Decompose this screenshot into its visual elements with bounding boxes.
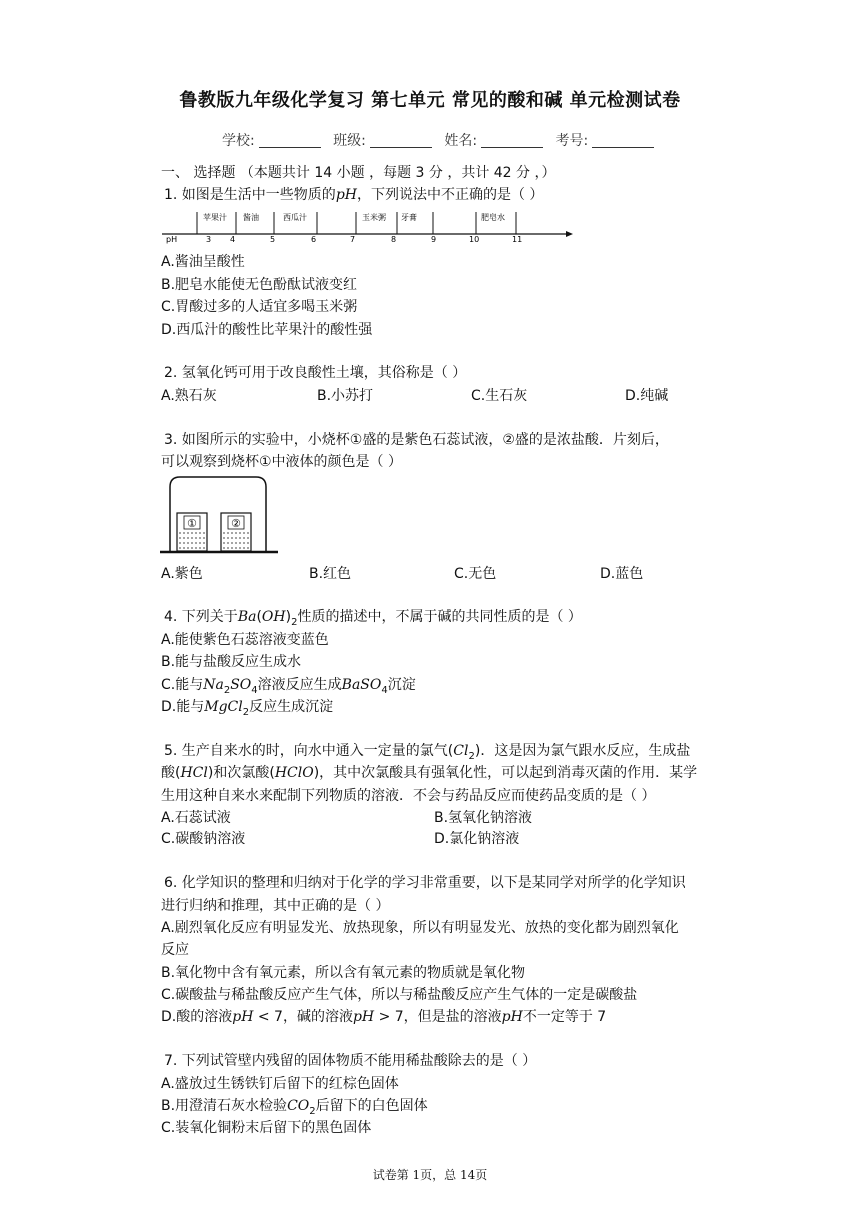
q5-options-row-1 xyxy=(161,807,532,827)
ph-tick-10: 10 xyxy=(469,235,480,244)
name-label: 姓名: xyxy=(444,133,478,149)
q2-option-a: A.熟石灰 xyxy=(161,388,217,404)
ph-tick-5: 5 xyxy=(270,235,276,244)
q3-option-b: B.红色 xyxy=(309,566,352,582)
q6-option-a-line-2: 反应 xyxy=(161,942,189,958)
q1-option-d: D.西瓜汁的酸性比苹果汁的酸性强 xyxy=(161,322,373,338)
question-3-line-1: 3. 如图所示的实验中，小烧杯①盛的是紫色石蕊试液，②盛的是浓盐酸．片刻后， xyxy=(164,432,669,448)
question-6-line-2: 进行归纳和推理，其中正确的是（ ） xyxy=(161,898,390,914)
q3-options xyxy=(161,563,643,583)
name-blank xyxy=(481,133,543,148)
ph-axis-label: pH xyxy=(166,235,178,244)
page-footer: 试卷第 1页，总 14页 xyxy=(372,1168,488,1182)
question-5-line-2: 酸(HCl)和次氯酸(HClO)，其中次氯酸具有强氧化性，可以起到消毒灭菌的作用．某学 xyxy=(161,765,698,781)
ph-tick-8: 8 xyxy=(391,235,397,244)
question-2-stem: 2. 氢氧化钙可用于改良酸性土壤，其俗称是（ ） xyxy=(164,365,467,381)
class-label: 班级: xyxy=(333,133,366,149)
ph-tick-11: 11 xyxy=(512,235,523,244)
ph-scale-figure xyxy=(160,206,576,244)
q6-option-b: B.氧化物中含有氧元素，所以含有氧元素的物质就是氧化物 xyxy=(161,965,526,981)
q5-options-row-2 xyxy=(161,828,519,848)
q7-option-c: C.装氧化铜粉末后留下的黑色固体 xyxy=(161,1120,372,1136)
q5-option-a: A.石蕊试液 xyxy=(161,810,231,826)
q4-option-b: B.能与盐酸反应生成水 xyxy=(161,654,302,670)
q1-option-a: A.酱油呈酸性 xyxy=(161,254,245,270)
question-4-stem: 4. 下列关于$Ba(OH)_2$性质的描述中，不属于碱的共同性质的是（ ） xyxy=(164,609,582,628)
beaker-1-label: ① xyxy=(187,517,197,530)
ph-item-corn-porridge: 玉米粥 xyxy=(362,213,386,222)
q2-options xyxy=(161,385,668,405)
ph-tick-7: 7 xyxy=(350,235,356,244)
question-5-line-1: 5. 生产自来水的时，向水中通入一定量的氯气$(Cl_2)$．这是因为氯气跟水反应，生成盐 xyxy=(164,743,691,762)
beaker-experiment-figure xyxy=(160,473,280,557)
class-blank xyxy=(370,133,432,148)
q2-option-c: C.生石灰 xyxy=(471,388,528,404)
page-title: 鲁教版九年级化学复习 第七单元 常见的酸和碱 单元检测试卷 xyxy=(179,90,681,111)
exam-no-blank xyxy=(592,133,654,148)
section-heading: 一、 选择题 （本题共计 14 小题 ，每题 3 分 ，共计 42 分 ，） xyxy=(161,165,556,181)
q5-option-c: C.碳酸钠溶液 xyxy=(161,831,246,847)
ph-item-soap-water: 肥皂水 xyxy=(481,213,505,222)
q3-option-a: A.紫色 xyxy=(161,566,203,582)
q6-option-a-line-1: A.剧烈氧化反应有明显发光、放热现象，所以有明显发光、放热的变化都为剧烈氧化 xyxy=(161,920,679,936)
q2-option-b: B.小苏打 xyxy=(317,388,374,404)
q5-option-d: D.氯化钠溶液 xyxy=(434,831,520,847)
q7-option-b: B.用澄清石灰水检验$CO_2$后留下的白色固体 xyxy=(161,1098,428,1117)
q3-option-c: C.无色 xyxy=(454,566,497,582)
q1-option-c: C.胃酸过多的人适宜多喝玉米粥 xyxy=(161,299,358,315)
question-5-line-3: 生用这种自来水来配制下列物质的溶液．不会与药品反应而使药品变质的是（ ） xyxy=(161,788,656,804)
ph-tick-3: 3 xyxy=(206,235,212,244)
q2-option-d: D.纯碱 xyxy=(625,388,669,404)
ph-tick-6: 6 xyxy=(311,235,317,244)
q4-option-d: D.能与MgCl$_2$反应生成沉淀 xyxy=(161,699,334,718)
question-1-stem: 1. 如图是生活中一些物质的pH，下列说法中不正确的是（ ） xyxy=(164,187,544,203)
school-blank xyxy=(259,133,321,148)
beaker-2-label: ② xyxy=(231,517,241,530)
ph-item-apple-juice: 苹果汁 xyxy=(203,213,227,222)
question-6-line-1: 6. 化学知识的整理和归纳对于化学的学习非常重要，以下是某同学对所学的化学知识 xyxy=(164,875,686,891)
q6-option-d: D.酸的溶液pH < 7，碱的溶液pH > 7，但是盐的溶液pH不一定等于 7 xyxy=(161,1009,607,1025)
question-7-stem: 7. 下列试管壁内残留的固体物质不能用稀盐酸除去的是（ ） xyxy=(164,1053,537,1069)
ph-item-toothpaste: 牙膏 xyxy=(401,213,417,222)
ph-tick-9: 9 xyxy=(431,235,437,244)
q6-option-c: C.碳酸盐与稀盐酸反应产生气体，所以与稀盐酸反应产生气体的一定是碳酸盐 xyxy=(161,987,638,1003)
q5-option-b: B.氢氧化钠溶液 xyxy=(434,810,533,826)
q4-option-c: C.能与$Na_2SO_4$溶液反应生成BaSO$_4$沉淀 xyxy=(161,677,416,696)
ph-item-soy-sauce: 酱油 xyxy=(243,213,259,222)
school-label: 学校: xyxy=(222,133,255,149)
ph-tick-4: 4 xyxy=(230,235,236,244)
q4-option-a: A.能使紫色石蕊溶液变蓝色 xyxy=(161,632,329,648)
question-3-line-2: 可以观察到烧杯①中液体的颜色是（ ） xyxy=(161,454,402,470)
q1-option-b: B.肥皂水能使无色酚酞试液变红 xyxy=(161,277,358,293)
student-info xyxy=(222,130,662,150)
q3-option-d: D.蓝色 xyxy=(600,566,644,582)
q7-option-a: A.盛放过生锈铁钉后留下的红棕色固体 xyxy=(161,1076,399,1092)
ph-item-watermelon-juice: 西瓜汁 xyxy=(283,213,307,222)
exam-no-label: 考号: xyxy=(555,133,589,149)
